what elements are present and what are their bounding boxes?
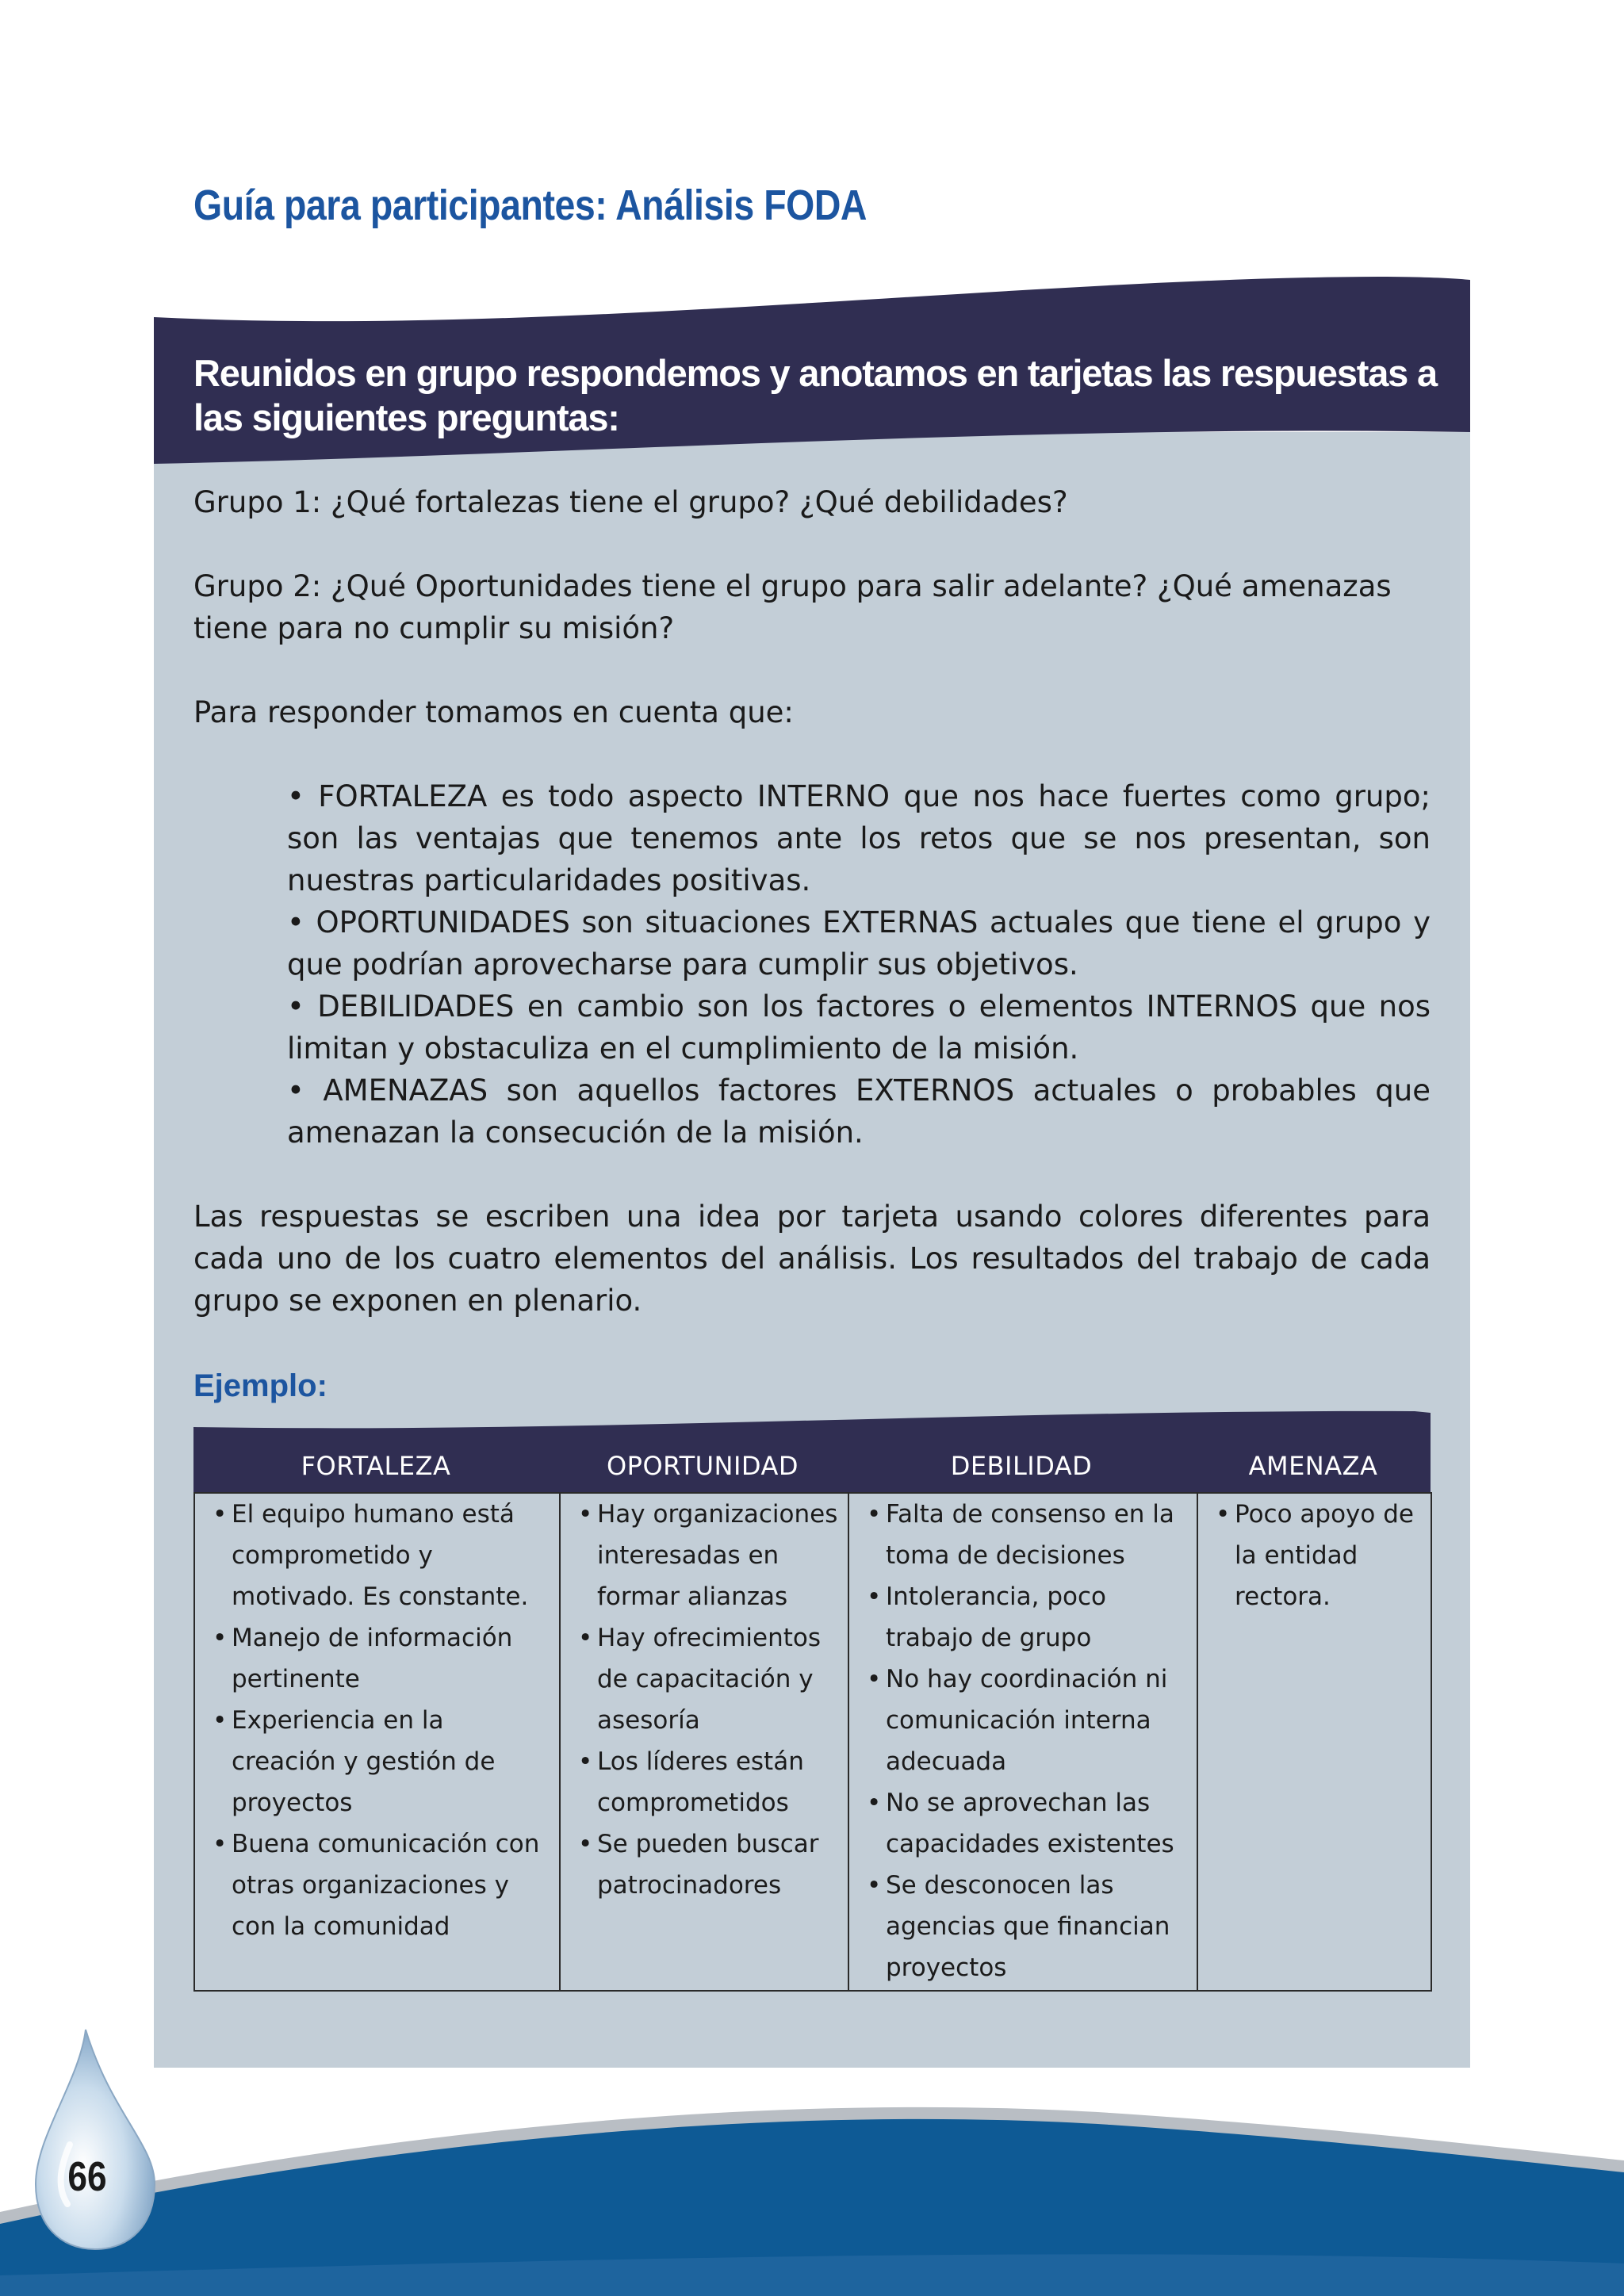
water-drop-icon [24,2026,167,2256]
list-item: • No se aprovechan las capacidades existentes [867,1782,1190,1865]
list-item: • Hay ofrecimientos de capacitación y asesoría [578,1617,841,1741]
list-item: • Los líderes están comprometidos [578,1741,841,1823]
list-item: • Poco apoyo de la entidad rectora. [1216,1494,1424,1617]
header-amenaza: AMENAZA [1248,1451,1378,1481]
list-item: • Manejo de información pertinente [213,1617,553,1700]
page-title: Guía para participantes: Análisis FODA [193,182,868,229]
list-item: • Falta de consenso en la toma de decisiones [867,1494,1190,1576]
column-fortaleza [195,1494,561,1990]
column-debilidad [849,1494,1198,1990]
header-oportunidad: OPORTUNIDAD [606,1451,799,1481]
group-1-question: Grupo 1: ¿Qué fortalezas tiene el grupo? ¿Qué debilidades? [193,485,1068,519]
concept-list [287,775,1431,1154]
header-fortaleza: FORTALEZA [301,1451,451,1481]
list-item: • Hay organizaciones interesadas en formar alianzas [578,1494,841,1617]
list-item: • Se pueden buscar patrocinadores [578,1823,841,1906]
concept-debilidades: • DEBILIDADES en cambio son los factores o elementos INTERNOS que nos limitan y obstaculiza en el cumplimiento de la misión. [287,989,1431,1066]
table-header [193,1410,1431,1494]
closing-text: Las respuestas se escriben una idea por tarjeta usando colores diferentes para cada uno de los cuatro elementos del análisis. Los resultados del trabajo de cada grupo se exponen en plenario. [193,1200,1431,1318]
intro-text: Para responder tomamos en cuenta que: [193,695,794,729]
column-amenaza [1198,1494,1431,1990]
list-item: • No hay coordinación ni comunicación interna adecuada [867,1659,1190,1782]
table-body [193,1492,1432,1992]
footer-wave [0,2093,1624,2296]
group-2-question: Grupo 2: ¿Qué Oportunidades tiene el grupo para salir adelante? ¿Qué amenazas tiene para no cumplir su misión? [193,569,1392,645]
page-number: 66 [67,2154,107,2200]
list-item: • Experiencia en la creación y gestión de proyectos [213,1700,553,1823]
instructions-text [193,481,1431,1322]
column-oportunidad [561,1494,849,1990]
list-item: • Se desconocen las agencias que financian proyectos [867,1865,1190,1988]
header-debilidad: DEBILIDAD [950,1451,1093,1481]
list-item: • Intolerancia, poco trabajo de grupo [867,1576,1190,1659]
concept-amenazas: • AMENAZAS son aquellos factores EXTERNOS actuales o probables que amenazan la consecución de la misión. [287,1073,1431,1150]
concept-fortaleza: • FORTALEZA es todo aspecto INTERNO que nos hace fuertes como grupo; son las ventajas que tenemos ante los retos que se nos presentan, son nuestras particularidades positivas. [287,779,1431,897]
list-item: • El equipo humano está comprometido y motivado. Es constante. [213,1494,553,1617]
example-label: Ejemplo: [193,1368,327,1403]
panel-heading: Reunidos en grupo respondemos y anotamos en tarjetas las respuestas a las siguientes preguntas: [193,352,1437,438]
list-item: • Buena comunicación con otras organizaciones y con la comunidad [213,1823,553,1947]
concept-oportunidades: • OPORTUNIDADES son situaciones EXTERNAS actuales que tiene el grupo y que podrían aprovecharse para cumplir sus objetivos. [287,905,1431,982]
